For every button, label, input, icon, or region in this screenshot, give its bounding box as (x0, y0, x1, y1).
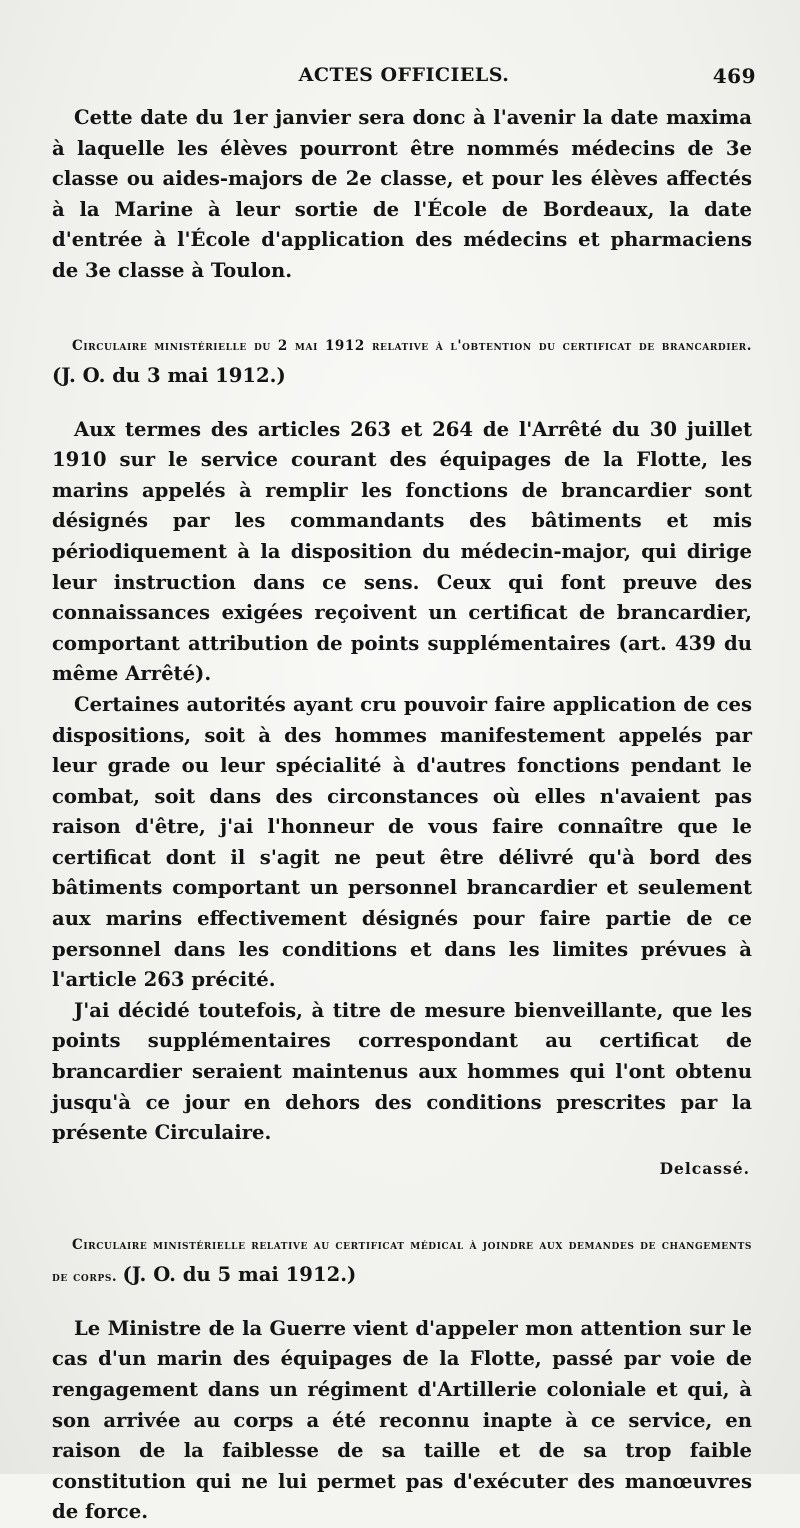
circular-1-paragraph: Aux termes des articles 263 et 264 de l'Arrêté du 30 juillet 1910 sur le service courant des équipages de la Flotte, les marins appelés à remplir les fonctions de brancardier sont désignés par les commandants des bâtiments et mis périodiquement à la disposition du médecin-major, qui dirige leur instruction dans ce sens. Ceux qui font preuve des connaissances exigées reçoivent un certificat de brancardier, comportant attribution de points supplémentaires (art. 439 du même Arrêté). (52, 417, 752, 686)
signature: Delcassé. (659, 1158, 750, 1178)
circular-2-source: (J. O. du 5 mai 1912.) (122, 1262, 357, 1286)
page-body (52, 103, 752, 1528)
circular-1-title: Circulaire ministérielle du 2 mai 1912 relative à l'obtention du certificat de brancardier. (72, 337, 752, 354)
page-header (52, 56, 756, 96)
running-title: ACTES OFFICIELS. (298, 64, 510, 86)
page-number: 469 (712, 64, 756, 88)
intro-paragraph: Cette date du 1er janvier sera donc à l'avenir la date maxima à laquelle les élèves pourront être nommés médecins de 3e classe ou aides-majors de 2e classe, et pour les élèves affectés à la Marine à leur sortie de l'École de Bordeaux, la date d'entrée à l'École d'application des médecins et pharmaciens de 3e classe à Toulon. (52, 106, 752, 282)
circular-2-title: Circulaire ministérielle relative au certificat médical à joindre aux demandes de changements de corps. (52, 1236, 752, 1285)
circular-2-heading (52, 1230, 752, 1292)
circular-1-paragraph: Certaines autorités ayant cru pouvoir faire application de ces dispositions, soit à des hommes manifestement appelés par leur grade ou leur spécialité à d'autres fonctions pendant le combat, soit dans des circonstances où elles n'avaient pas raison d'être, j'ai l'honneur de vous faire connaître que le certificat dont il s'agit ne peut être délivré qu'à bord des bâtiments comportant un personnel brancardier et seulement aux marins effectivement désignés pour faire partie de ce personnel dans les conditions et dans les limites prévues à l'article 263 précité. (52, 692, 752, 992)
circular-2-paragraph: Le Ministre de la Guerre vient d'appeler mon attention sur le cas d'un marin des équipages de la Flotte, passé par voie de rengagement dans un régiment d'Artillerie coloniale et qui, à son arrivée au corps a été reconnu inapte à ce service, en raison de la faiblesse de sa taille et de sa trop faible constitution qui ne lui permet pas d'exécuter des manœuvres de force. (52, 1316, 752, 1524)
circular-1-paragraph: J'ai décidé toutefois, à titre de mesure bienveillante, que les points supplémentaires correspondant au certificat de brancardier seraient maintenus aux hommes qui l'ont obtenu jusqu'à ce jour en dehors des conditions prescrites par la présente Circulaire. (52, 998, 752, 1145)
circular-1-source: (J. O. du 3 mai 1912.) (52, 363, 286, 387)
circular-1-heading (52, 331, 752, 393)
